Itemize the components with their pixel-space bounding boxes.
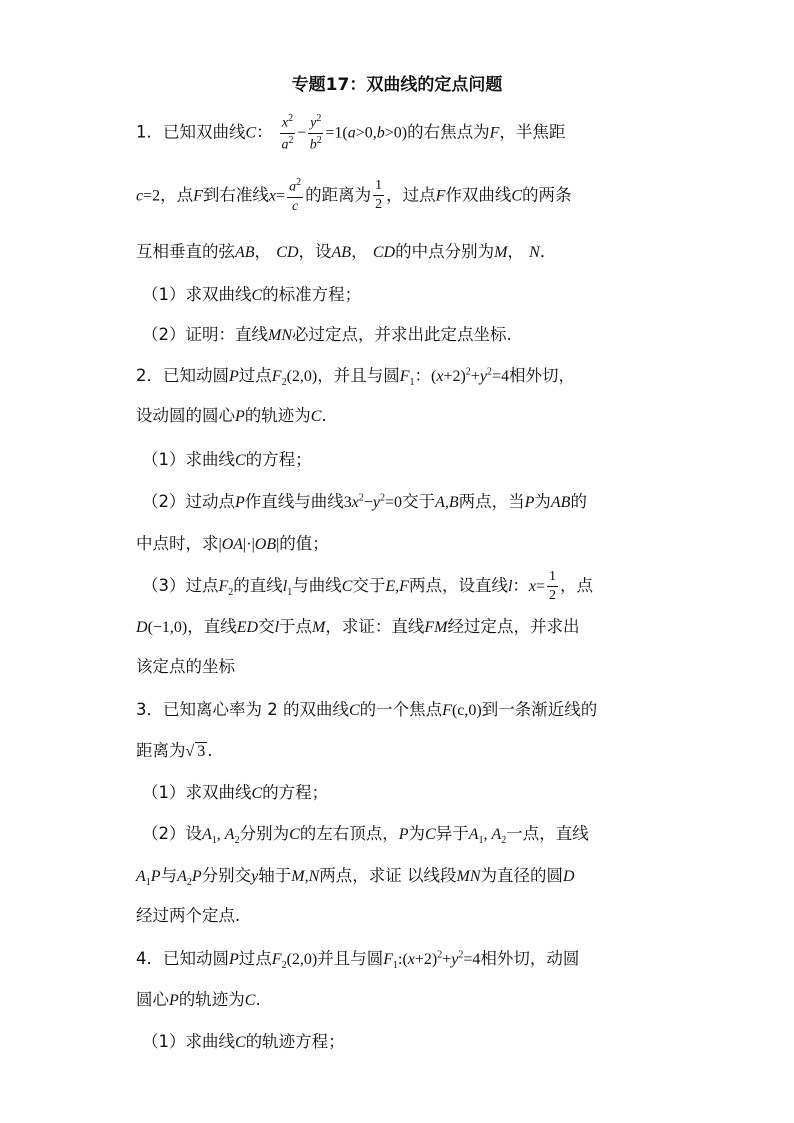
q2-part2: （2）过动点P作直线与曲线$3x^2-y^2=0$交于A,B两点，当P为AB的 <box>142 492 587 511</box>
q2-part3-line2: D(−1,0)，直线ED交l于点M，求证：直线FM经过定点，并求出 <box>136 617 580 636</box>
page-title: 专题17：双曲线的定点问题 <box>291 75 503 95</box>
q3-part2-line2: $A_1P$与$A_2P$分别交y轴于M,N两点，求证 以线段MN为直径的圆D <box>136 866 575 889</box>
q2-part3: （3）过点$F_2$的直线$l_1$与曲线C交于E,F两点，设直线l：x= $\frac{1}{2}$ ，点 <box>142 569 594 603</box>
q2-part3-line3: 该定点的坐标 <box>136 657 235 676</box>
q3-line1: 3．已知离心率为 2 的双曲线C的一个焦点F(c,0)到一条渐近线的 <box>136 700 598 719</box>
q3-line2: 距离为√ 3 . <box>136 741 213 760</box>
q4-line1: 4．已知动圆P过点$F_2(2,0)$并且与圆$F_1:(x+2)^2+y^2=4$相外切，动圆 <box>136 949 580 972</box>
q2-part2-line2: 中点时，求|OA|·|OB|的值； <box>136 534 329 553</box>
q3-part2: （2）设$A_1$, $A_2$分别为C的左右顶点，P为C异于$A_1$, $A_2$一点，直线 <box>142 824 589 847</box>
q3-part2-line3: 经过两个定点. <box>136 906 241 925</box>
q3-part1: （1）求双曲线C的方程； <box>142 783 329 802</box>
q4-line2: 圆心P的轨迹为C. <box>136 990 261 1009</box>
q1-line3: 互相垂直的弦AB， CD，设AB， CD的中点分别为M， N． <box>136 242 557 261</box>
q2-line2: 设动圆的圆心P的轨迹为C． <box>136 406 338 425</box>
q1-part2: （2）证明：直线MN必过定点，并求出此定点坐标. <box>142 325 512 344</box>
q1-part1: （1）求双曲线C的标准方程； <box>142 285 362 304</box>
q2-line1: 2．已知动圆P过点$F_2(2,0)$，并且与圆$F_1$：$(x+2)^2+y^2=4$相外切， <box>136 366 575 389</box>
q4-part1: （1）求曲线C的轨迹方程； <box>142 1032 345 1051</box>
q1-line1: 1．已知双曲线C： $\frac{x^2}{a^2}$ − $\frac{y^2}{b^2}$ =1(a>0,b>0)的右焦点为F，半焦距 <box>136 113 566 153</box>
q2-part1: （1）求曲线C的方程； <box>142 450 312 469</box>
q1-line2: c=2，点F到右准线x= $\frac{a^2}{c}$ 的距离为 $\frac{1}{2}$ ，过点F作双曲线C的两条 <box>136 177 572 214</box>
